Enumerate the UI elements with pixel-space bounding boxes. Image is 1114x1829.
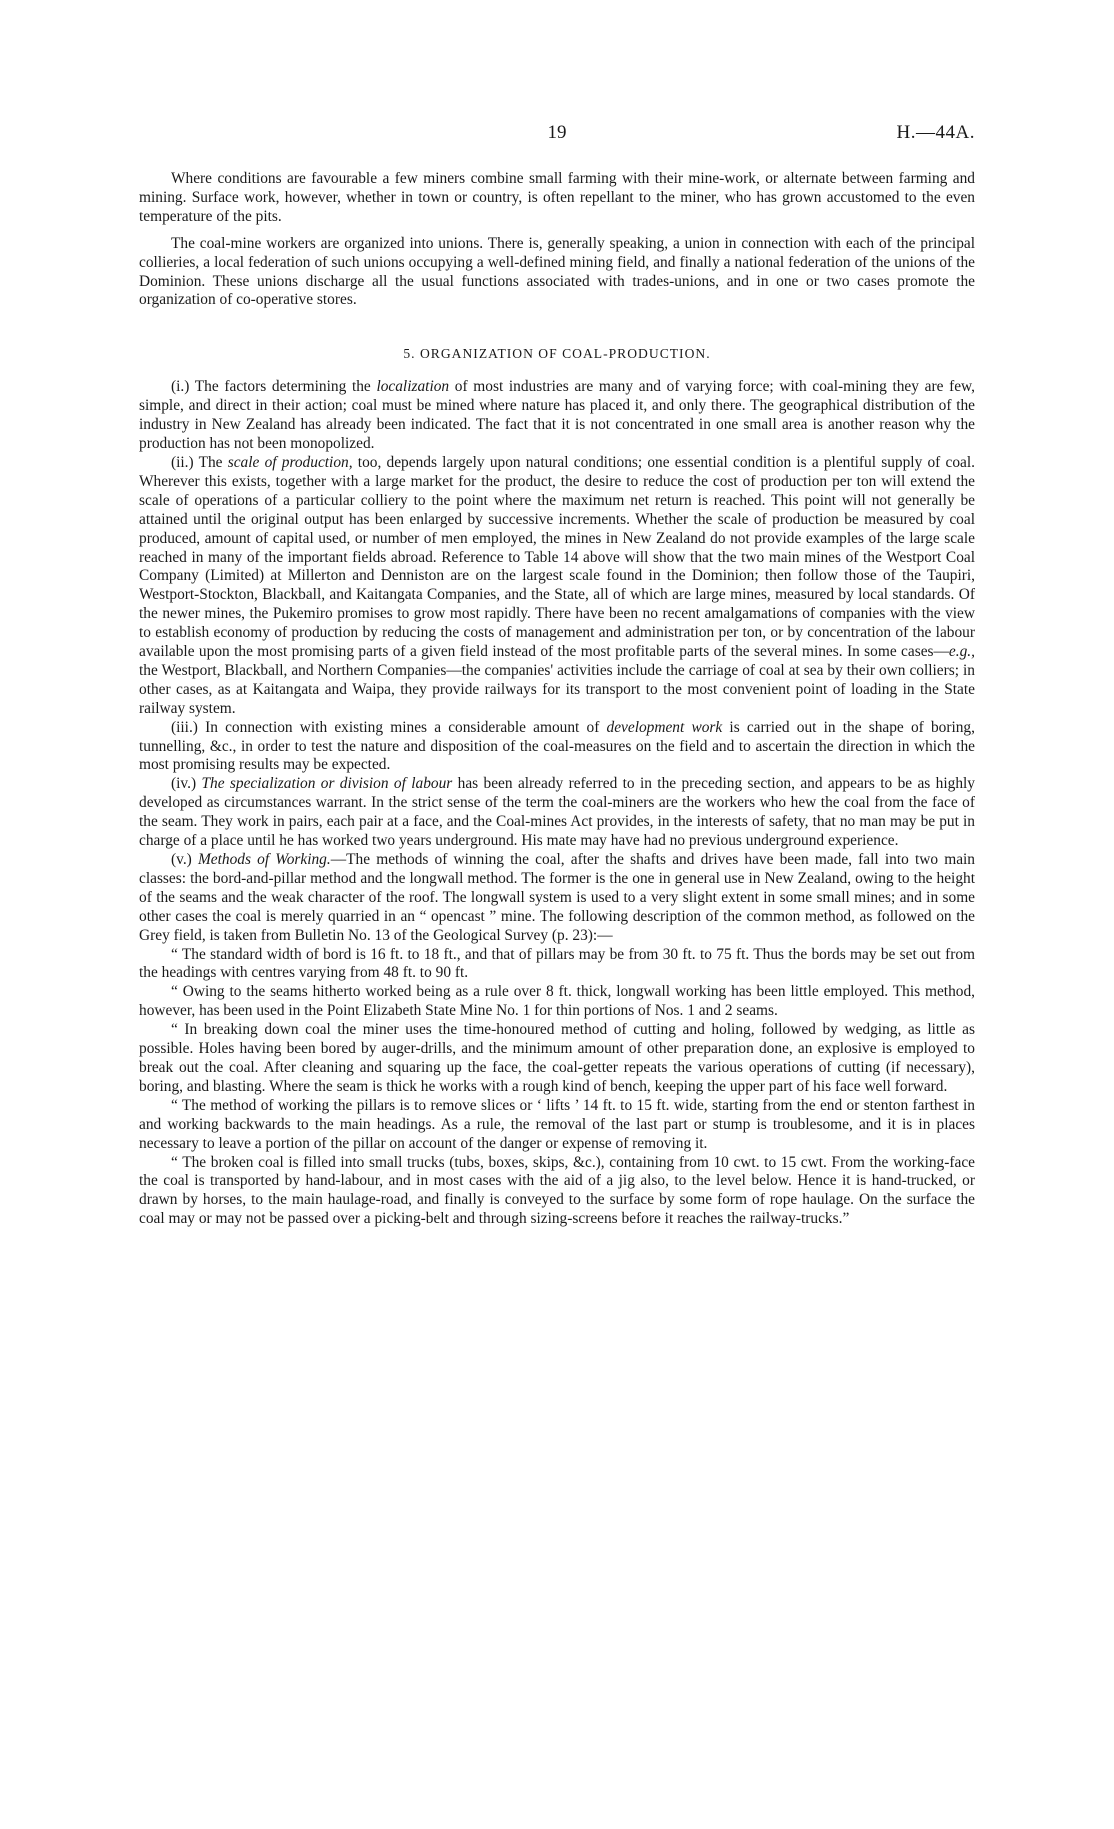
quote-bord-width: “ The standard width of bord is 16 ft. to 18 ft., and that of pillars may be from 30 ft. to 75 ft. Thus the bords may be set out from the headings with centres varying from 48 ft. to 90 ft. (139, 945, 975, 982)
intro-paragraph-unions: The coal-mine workers are organized into unions. There is, generally speaking, a union in connection with each of the principal collieries, a local federation of such unions occupying a well-defined mining field, and finally a national federation of the unions of the Dominion. These unions discharge all the usual functions associated with trades-unions, and in one or two cases promote the organization of co-operative stores. (139, 234, 975, 309)
text-run: has been already referred to in the preceding section, and appears to be as highly developed as circumstances warrant. In the strict sense of the term the coal-miners are the workers who hew the coal from the face of the seam. They work in pairs, each pair at a face, and the Coal-mines Act provides, in the interests of safety, that no man may be put in charge of a place until he has worked two years underground. His mate may have had no previous underground experience. (139, 775, 975, 850)
emphasis-division-of-labour: The specialization or division of labour (201, 775, 453, 793)
paragraph-development-work (139, 719, 975, 776)
paragraph-division-of-labour (139, 775, 975, 851)
text-run: the Westport, Blackball, and Northern Companies—the companies' activities include the carriage of coal at sea by their own colliers; in other cases, as at Kaitangata and Waipa, they provide railways for its transport to the most convenient point of loading in the State railway system. (139, 661, 975, 717)
page-number: 19 (547, 122, 567, 143)
quote-broken-coal: “ The broken coal is filled into small trucks (tubs, boxes, skips, &c.), containing from 10 cwt. to 15 cwt. From the working-face the coal is transported by hand-labour, and in most cases with the aid of a jig also, to the level below. Hence it is hand-trucked, or drawn by horses, to the main haulage-road, and finally is conveyed to the surface by some form of rope haulage. On the surface the coal may or may not be passed over a picking-belt and through sizing-screens before it reaches the railway-trucks.” (139, 1153, 975, 1228)
section-heading: 5. ORGANIZATION OF COAL-PRODUCTION. (403, 346, 711, 362)
text-run: is carried out in the shape of boring, tunnelling, &c., in order to test the nature and disposition of the coal-measures on the field and to ascertain the direction in which the most promising results may be expected. (139, 718, 975, 774)
emphasis-eg: e.g., (948, 643, 975, 661)
text-run: (iv.) (171, 775, 202, 793)
paragraph-localization (139, 378, 975, 454)
quote-breaking-coal: “ In breaking down coal the miner uses the time-honoured method of cutting and holing, followed by wedging, as little as possible. Holes having been bored by auger-drills, and the minimum amount of other preparation done, an explosive is employed to break out the coal. After cleaning and squaring up the face, the coal-getter repeats the various operations of cutting (if necessary), boring, and blasting. Where the seam is thick he works with a rough kind of bench, keeping the upper part of his face well forward. (139, 1021, 975, 1095)
emphasis-scale-of-production: scale of production, (227, 453, 353, 471)
text-run: (ii.) The (171, 453, 228, 471)
emphasis-localization: localization (376, 378, 450, 396)
intro-paragraph-farming: Where conditions are favourable a few miners combine small farming with their mine-work, or alternate between farming and mining. Surface work, however, whether in town or country, is often repellant to the miner, who has grown accustomed to the even temperature of the pits. (139, 170, 975, 225)
emphasis-methods-of-working: Methods of Working. (197, 851, 331, 868)
quote-pillars: “ The method of working the pillars is to remove slices or ‘ lifts ’ 14 ft. to 15 ft. wide, starting from the end or stenton farthest in and working backwards to the main headings. As a rule, the removal of the last part or stump is troublesome, and it is in places necessary to leave a portion of the pillar on account of the danger or expense of removing it. (139, 1096, 975, 1152)
paragraph-scale-of-production (139, 454, 975, 719)
quote-longwall: “ Owing to the seams hitherto worked being as a rule over 8 ft. thick, longwall working has been little employed. This method, however, has been used in the Point Elizabeth State Mine No. 1 for thin portions of Nos. 1 and 2 seams. (139, 983, 975, 1020)
page-header (139, 122, 975, 150)
document-reference: H.—44A. (896, 122, 975, 143)
emphasis-development-work: development work (606, 718, 723, 736)
text-run: (i.) The factors determining the (171, 378, 377, 396)
paragraph-methods-of-working (139, 851, 975, 946)
text-run: too, depends largely upon natural conditions; one essential condition is a plentiful supply of coal. Wherever this exists, together with a large market for the product, the desire to reduce the cost of production per ton will extend the scale of operations of a particular colliery to the point where the maximum net return is reached. This point will not generally be attained until the original output has been enlarged by successive increments. Whether the scale of production be measured by coal produced, amount of capital used, or number of men employed, the mines in New Zealand do not provide examples of the large scale reached in many of the important fields abroad. Reference to Table 14 above will show that the two main mines of the Westport Coal Company (Limited) at Millerton and Denniston are on the largest scale found in the Dominion; then follow those of the Taupiri, Westport-Stockton, Blackball, and Kaitangata Companies, and the State, all of which are large mines, measured by local standards. Of the newer mines, the Pukemiro promises to grow most rapidly. There have been no recent amalgamations of companies with the view to establish economy of production by reducing the costs of management and administration per ton, or by concentration of the labour available upon the most promising parts of a given field instead of the most profitable parts of the several mines. In some cases— (139, 453, 975, 661)
text-run: —The methods of winning the coal, after the shafts and drives have been made, fall into two main classes: the bord-and-pillar method and the longwall method. The former is the one in general use in New Zealand, owing to the height of the seams and the weak character of the roof. The longwall system is used to a very slight extent in some small mines; and in some other cases the coal is merely quarried in an “ opencast ” mine. The following description of the common method, as followed on the Grey field, is taken from Bulletin No. 13 of the Geological Survey (p. 23):— (139, 851, 975, 944)
text-run: (iii.) In connection with existing mines a considerable amount of (171, 718, 607, 736)
text-run: (v.) (171, 851, 198, 868)
text-run: of most industries are many and of varying force; with coal-mining they are few, simple, and direct in their action; coal must be mined where nature has placed it, and only there. The geographical distribution of the industry in New Zealand has already been indicated. The fact that it is not concentrated in one small area is another reason why the production has not been monopolized. (139, 378, 975, 453)
